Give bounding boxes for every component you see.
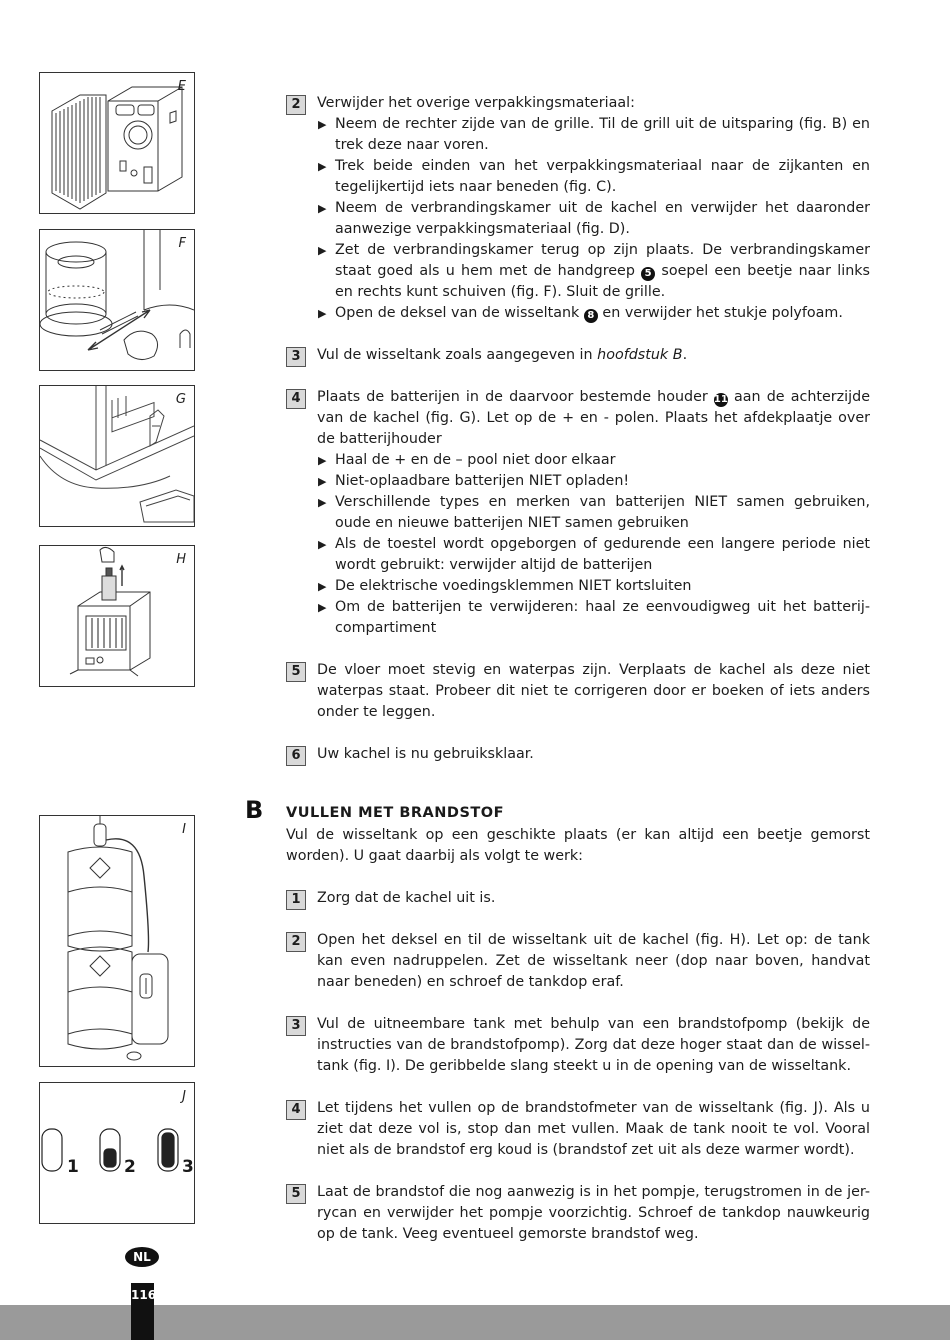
- arrow-icon: ▶: [318, 496, 327, 509]
- battery-holder-illustration: [40, 386, 194, 526]
- fill-step-1: [286, 888, 870, 909]
- arrow-icon: ▶: [318, 244, 327, 257]
- step-number: 6: [286, 746, 306, 766]
- step-number: 5: [286, 662, 306, 682]
- bullet-list: [317, 114, 870, 324]
- step-5: [286, 660, 870, 723]
- arrow-icon: ▶: [318, 160, 327, 173]
- arrow-icon: ▶: [318, 538, 327, 551]
- figure-label: J: [182, 1089, 186, 1104]
- step-number: 3: [286, 1016, 306, 1036]
- figure-j: [39, 1082, 195, 1224]
- step-number: 4: [286, 389, 306, 409]
- arrow-icon: ▶: [318, 580, 327, 593]
- installation-steps: [286, 93, 870, 765]
- arrow-icon: ▶: [318, 202, 327, 215]
- fill-step-2: [286, 930, 870, 993]
- bullet-item: ▶ Neem de rechter zijde van de grille. Til de grill uit de uitsparing (fig. B) en trek deze naar voren.: [318, 116, 870, 153]
- heater-grille-illustration: [40, 73, 194, 213]
- bullet-item: ▶ Niet-oplaadbare batterijen NIET opladen!: [317, 471, 870, 492]
- bullet-item: ▶ Verschillende types en merken van batterijen NIET samen gebruiken, oude en nieuwe batterijen NIET samen gebruiken: [318, 494, 870, 531]
- bullet-item: ▶ Open de deksel van de wisseltank 8 en verwijder het stukje polyfoam.: [317, 303, 870, 324]
- figure-label: F: [178, 236, 186, 251]
- arrow-icon: ▶: [318, 601, 327, 614]
- step-number: 2: [286, 95, 306, 115]
- step-text: Zorg dat de kachel uit is.: [317, 890, 496, 906]
- step-number: 2: [286, 932, 306, 952]
- part-number-badge: 8: [584, 309, 598, 323]
- step-2: [286, 93, 870, 324]
- part-number-badge: 5: [641, 267, 655, 281]
- gauge-number-2: 2: [124, 1157, 136, 1177]
- bullet-list: [317, 450, 870, 639]
- fill-step-3: [286, 1014, 870, 1077]
- figure-e: [39, 72, 195, 214]
- combustion-chamber-illustration: [40, 230, 194, 370]
- fill-step-5: [286, 1182, 870, 1245]
- bullet-item: ▶ Als de toestel wordt opgeborgen of gedurende een langere periode niet wordt gebruikt: verwijder altijd de batterijen: [318, 536, 870, 573]
- fuel-gauge-half-icon: [104, 1149, 116, 1167]
- step-text: Vul de wisseltank zoals aangegeven in hoofdstuk B.: [317, 347, 688, 363]
- step-3: [286, 345, 870, 366]
- step-text: Plaats de batterijen in de daarvoor bestemde houder 11 aan de achterzijde van de kachel (fig. G). Let op de + en - polen. Plaats het afdekplaatje over de batterijhouder: [317, 389, 870, 447]
- figure-g: [39, 385, 195, 527]
- part-number-badge: 11: [713, 394, 728, 405]
- step-4: [286, 387, 870, 639]
- figure-h: [39, 545, 195, 687]
- fuel-pump-illustration: [40, 816, 194, 1066]
- bullet-item: ▶ Om de batterijen te verwijderen: haal ze eenvoudigweg uit het batterij-compartiment: [318, 599, 870, 636]
- arrow-icon: ▶: [318, 454, 327, 467]
- fill-step-4: [286, 1098, 870, 1161]
- figure-label: H: [176, 552, 186, 567]
- step-6: [286, 744, 870, 765]
- step-text: Laat de brandstof die nog aanwezig is in het pompje, terugstromen in de jer-rycan en verwijder het pompje voorzichtig. Schroef de tankdop nauwkeurig op de tank. Veeg eventueel gemorste brandstof weg.: [317, 1184, 870, 1242]
- fuel-gauge-empty-icon: [42, 1129, 62, 1171]
- bullet-item: ▶ Zet de verbrandingskamer terug op zijn plaats. De verbrandingskamer staat goed als u hem met de handgreep 5 soepel een beetje naar links en rechts kunt schuiven (fig. F). Sluit de grille.: [318, 242, 870, 300]
- language-badge: NL: [125, 1247, 159, 1267]
- step-text: De vloer moet stevig en waterpas zijn. Verplaats de kachel als deze niet waterpas staat. Probeer dit niet te corrigeren door er boeken of iets anders onder te leggen.: [317, 662, 870, 720]
- step-text: Let tijdens het vullen op de brandstofmeter van de wisseltank (fig. J). Als u ziet dat deze vol is, stop dan met vullen. Maak de tank nooit te vol. Vooral niet als de brandstof erg koud is (brandstof zet uit als deze warmer wordt).: [317, 1100, 870, 1158]
- figure-label: G: [175, 392, 186, 407]
- section-letter: B: [245, 796, 264, 824]
- arrow-icon: ▶: [318, 307, 327, 320]
- step-number: 3: [286, 347, 306, 367]
- step-number: 4: [286, 1100, 306, 1120]
- step-text: Vul de uitneembare tank met behulp van een brandstofpomp (bekijk de instructies van de brandstofpomp). Zorg dat deze hoger staat dan de wissel-tank (fig. I). De geribbelde slang steekt u in de opening van de wisseltank.: [317, 1016, 870, 1074]
- section-title: VULLEN MET BRANDSTOF: [286, 805, 505, 821]
- bullet-item: ▶ Trek beide einden van het verpakkingsmateriaal naar de zijkanten en tegelijkertijd iets naar beneden (fig. C).: [318, 158, 870, 195]
- bullet-item: ▶ De elektrische voedingsklemmen NIET kortsluiten: [317, 576, 870, 597]
- figure-label: I: [182, 822, 186, 837]
- step-text: Verwijder het overige verpakkingsmateriaal:: [317, 95, 635, 111]
- arrow-icon: ▶: [318, 118, 327, 131]
- step-number: 5: [286, 1184, 306, 1204]
- bullet-item: ▶ Neem de verbrandingskamer uit de kachel en verwijder het daaronder aanwezige verpakkingsmateriaal (fig. D).: [318, 200, 870, 237]
- tank-removal-illustration: [40, 546, 194, 686]
- bullet-item: ▶ Haal de + en de – pool niet door elkaar: [317, 450, 870, 471]
- gauge-number-3: 3: [182, 1157, 194, 1177]
- fuel-gauge-full-icon: [162, 1133, 174, 1167]
- fuel-gauge-illustration: [40, 1083, 194, 1223]
- page-number: 116: [131, 1288, 157, 1302]
- step-text: Uw kachel is nu gebruiksklaar.: [317, 746, 534, 762]
- figure-f: [39, 229, 195, 371]
- section-b-body: [286, 825, 870, 1245]
- gauge-number-1: 1: [67, 1157, 79, 1177]
- arrow-icon: ▶: [318, 475, 327, 488]
- section-intro: Vul de wisseltank op een geschikte plaats (er kan altijd een beetje gemorst worden). U gaat daarbij als volgt te werk:: [286, 827, 870, 864]
- step-text: Open het deksel en til de wisseltank uit de kachel (fig. H). Let op: de tank kan even nadruppelen. Zet de wisseltank neer (dop naar boven, handvat naar beneden) en schroef de tankdop eraf.: [317, 932, 870, 990]
- figure-label: E: [177, 79, 186, 94]
- step-number: 1: [286, 890, 306, 910]
- figure-i: [39, 815, 195, 1067]
